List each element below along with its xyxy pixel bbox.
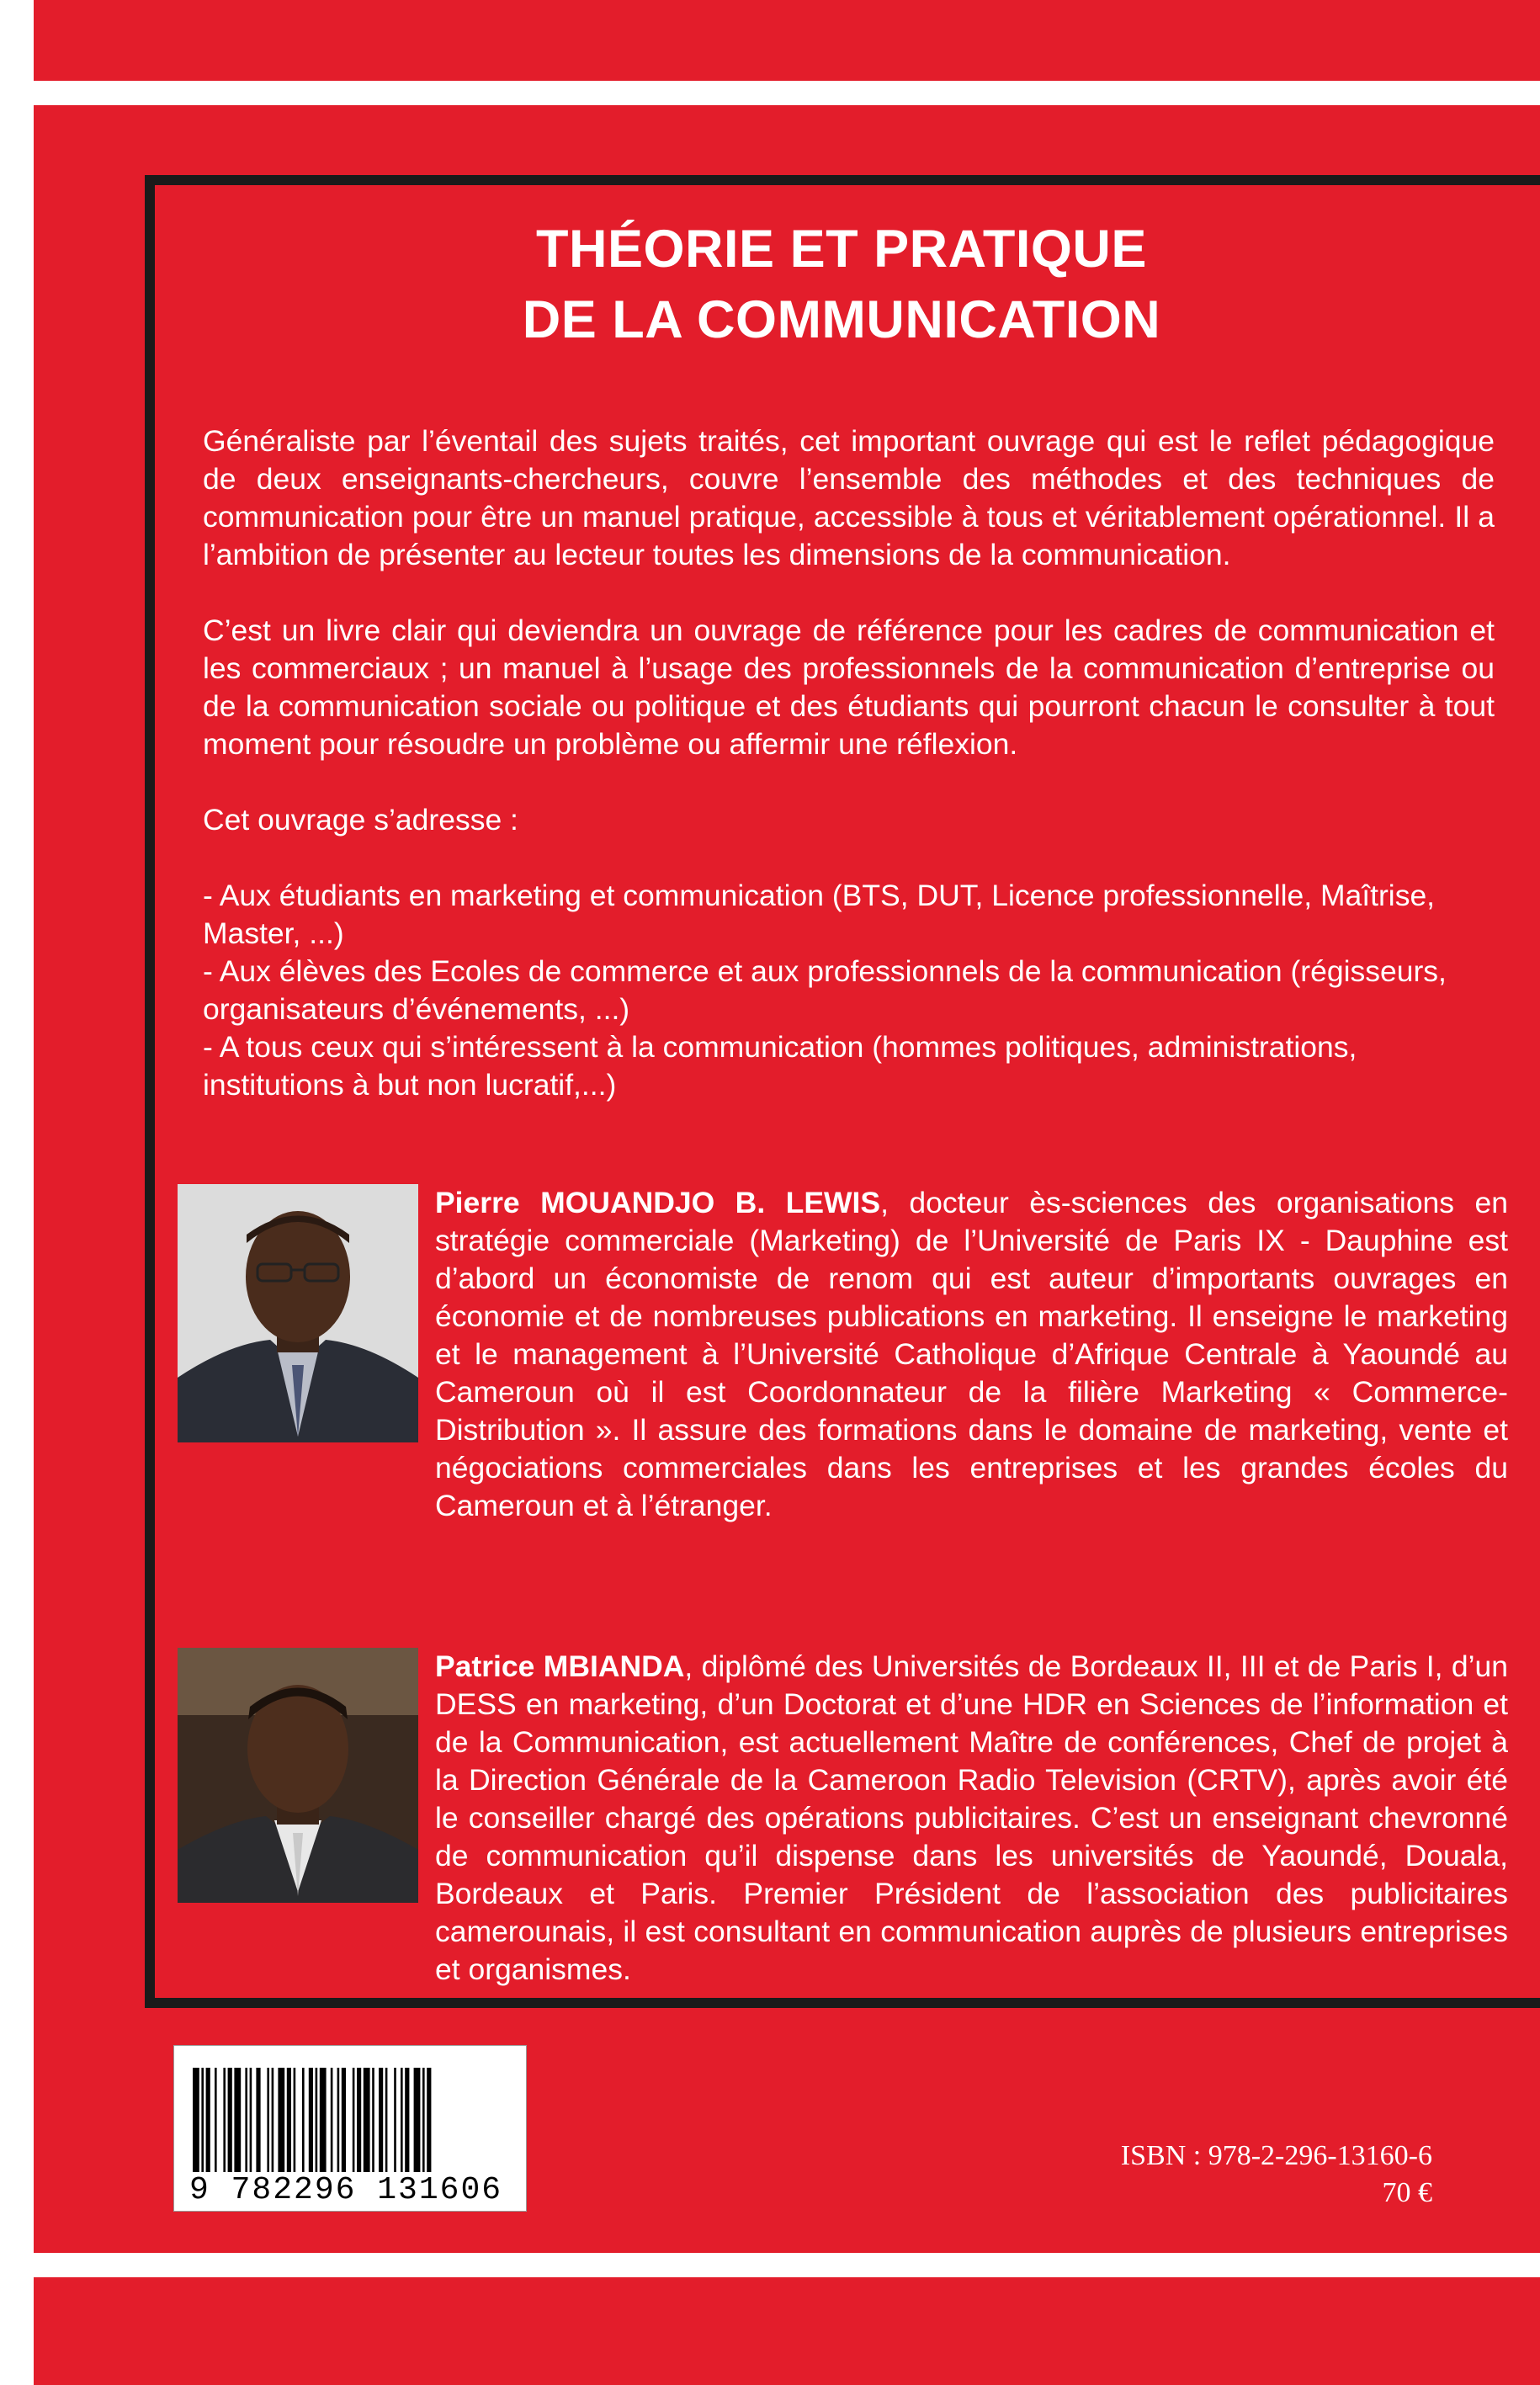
book-title-line1: THÉORIE ET PRATIQUE: [536, 220, 1147, 279]
author-photo-mouandjo: [178, 1184, 418, 1442]
barcode-digits: 9 782296 131606: [189, 2172, 503, 2208]
barcode-bar: [223, 2068, 226, 2172]
list-item: - A tous ceux qui s’intéressent à la communication (hommes politiques, administrations,: [203, 1030, 1357, 1064]
bottom-red-band: [34, 2277, 1540, 2385]
barcode-bar: [342, 2068, 346, 2172]
book-title-line2: DE LA COMMUNICATION: [522, 290, 1161, 349]
audience-intro: Cet ouvrage s’adresse :: [203, 803, 518, 837]
list-item: institutions à but non lucratif,...): [203, 1068, 617, 1102]
barcode-bar: [287, 2068, 291, 2172]
barcode-bar: [267, 2068, 269, 2172]
barcode-bar: [353, 2068, 355, 2172]
barcode-bar: [372, 2068, 374, 2172]
barcode-bar: [401, 2068, 403, 2172]
barcode-bar: [316, 2068, 318, 2172]
audience-list: [203, 877, 1516, 1104]
author-bio-mbianda: [435, 1648, 1508, 1989]
barcode-bar: [201, 2068, 204, 2172]
author-name: Pierre MOUANDJO B. LEWIS: [435, 1186, 881, 1219]
barcode-bar: [234, 2068, 241, 2172]
description-paragraph-2: C’est un livre clair qui deviendra un ouvrage de référence pour les cadres de communication et les commerciaux ; un manuel à l’usage des professionnels de la communication d’entreprise ou de la communication sociale ou politique et des étudiants qui pourront chacun le consulter à tout moment pour résoudre un problème ou affermir une réflexion.: [203, 614, 1495, 761]
barcode-bar: [272, 2068, 274, 2172]
top-red-band: [34, 0, 1540, 81]
barcode-bar: [215, 2068, 217, 2172]
isbn-number: ISBN : 978-2-296-13160-6: [1120, 2140, 1432, 2171]
barcode-bar: [228, 2068, 232, 2172]
author-photo-mbianda: [178, 1648, 418, 1903]
barcode-bar: [309, 2068, 313, 2172]
barcode-bar: [337, 2068, 340, 2172]
barcode-bar: [385, 2068, 388, 2172]
barcode-bar: [320, 2068, 327, 2172]
barcode: [173, 2045, 527, 2212]
isbn-block: [1121, 2138, 1432, 2212]
barcode-bar: [278, 2068, 284, 2172]
book-title: [252, 214, 1431, 355]
list-item: - Aux élèves des Ecoles de commerce et aux professionnels de la communication (régisseurs,: [203, 954, 1447, 988]
barcode-bar: [405, 2068, 409, 2172]
portrait-image: [178, 1648, 418, 1903]
barcode-bar: [379, 2068, 383, 2172]
barcode-bar: [331, 2068, 333, 2172]
barcode-bar: [256, 2068, 260, 2172]
barcode-bar: [302, 2068, 305, 2172]
barcode-bar: [245, 2068, 247, 2172]
author-bio-text: , diplômé des Universités de Bordeaux II, III et de Paris I, d’un DESS en marketing, d’un Doctorat et d’une HDR en Sciences de l’information et de la Communication, est actuellement Maître de conférences, Chef de projet à la Direction Générale de la Cameroon Radio Television (CRTV), après avoir été le conseiller chargé des opérations publicitaires. C’est un enseignant chevronné de communication qu’il dispense dans les universités de Yaoundé, Douala, Bordeaux et Paris. Premier Président de l’association des publicitaires camerounais, il est consultant en communication auprès de plusieurs entreprises et organismes.: [435, 1649, 1508, 1986]
barcode-bar: [414, 2068, 421, 2172]
list-item: - Aux étudiants en marketing et communication (BTS, DUT, Licence professionnelle, Maîtrise,: [203, 879, 1436, 912]
list-item: organisateurs d’événements, ...): [203, 992, 630, 1026]
barcode-bar: [422, 2068, 425, 2172]
barcode-bar: [250, 2068, 252, 2172]
barcode-bar: [357, 2068, 361, 2172]
description-paragraph-1: Généraliste par l’éventail des sujets traités, cet important ouvrage qui est le reflet pédagogique de deux enseignants-chercheurs, couvre l’ensemble des méthodes et des techniques de communication pour être un manuel pratique, accessible à tous et véritablement opérationnel. Il a l’ambition de présenter au lecteur toutes les dimensions de la communication.: [203, 424, 1495, 571]
barcode-bar: [427, 2068, 431, 2172]
barcode-bar: [394, 2068, 396, 2172]
list-item: Master, ...): [203, 916, 344, 950]
barcode-bar: [294, 2068, 296, 2172]
author-name: Patrice MBIANDA: [435, 1649, 685, 1683]
barcode-bars: [193, 2068, 507, 2172]
author-bio-mouandjo: [435, 1184, 1508, 1525]
barcode-bar: [193, 2068, 199, 2172]
barcode-bar: [206, 2068, 210, 2172]
barcode-bar: [364, 2068, 370, 2172]
author-bio-text: , docteur ès-sciences des organisations en stratégie commerciale (Marketing) de l’Université de Paris IX - Dauphine est d’abord un économiste de renom qui est auteur d’importants ouvrages en économie et de nombreuses publications en marketing. Il enseigne le marketing et le management à l’Université Catholique d’Afrique Centrale à Yaoundé au Cameroun où il est Coordonnateur de la filière Marketing « Commerce-Distribution ». Il assure des formations dans le domaine de marketing, vente et négociations commerciales dans les entreprises et les grandes écoles du Cameroun et à l’étranger.: [435, 1186, 1509, 1522]
portrait-image: [178, 1184, 418, 1442]
price: 70 €: [1382, 2177, 1432, 2208]
